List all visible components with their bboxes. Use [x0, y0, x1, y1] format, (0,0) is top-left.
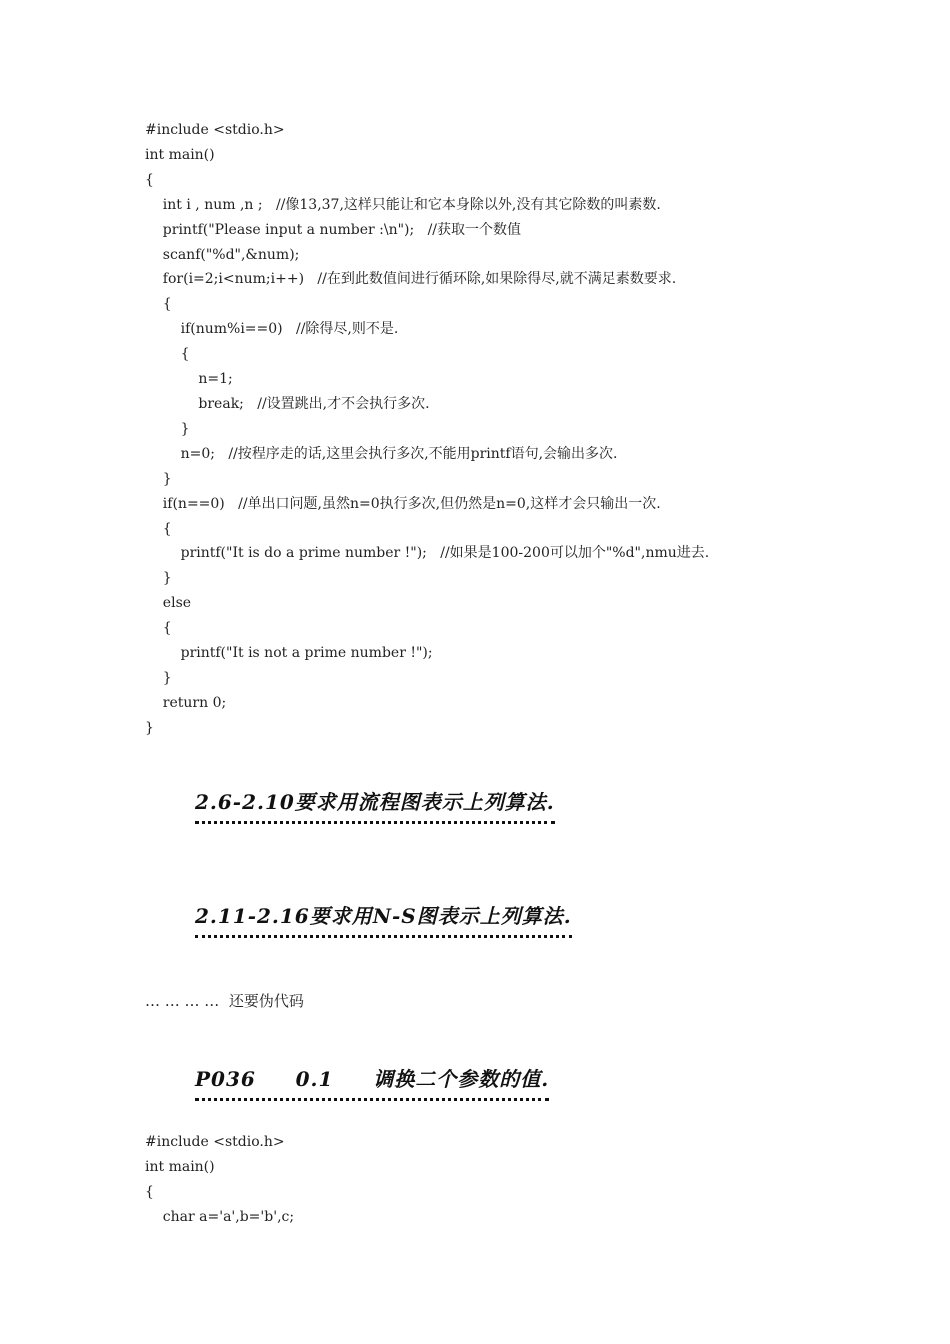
code-line: break; //设置跳出,才不会执行多次.	[145, 395, 430, 412]
code-line: for(i=2;i<num;i++) //在到此数值间进行循环除,如果除得尽,就不满足素数要求.	[145, 271, 677, 288]
code-line: {	[145, 1183, 154, 1200]
code-line: }	[145, 570, 172, 587]
code-line: }	[145, 420, 190, 437]
code-line: char a='a',b='b',c;	[145, 1208, 295, 1225]
code-line: #include <stdio.h>	[145, 1134, 285, 1150]
code-line: n=0; //按程序走的话,这里会执行多次,不能用printf语句,会输出多次.	[145, 445, 618, 462]
code-line: else	[145, 595, 192, 612]
heading-flowchart: 2.6-2.10要求用流程图表示上列算法.	[195, 786, 555, 824]
code-line: int i , num ,n ; //像13,37,这样只能让和它本身除以外,没有其它除数的叫素数.	[145, 196, 661, 213]
code-block-prime	[145, 118, 709, 741]
code-line: }	[145, 719, 154, 736]
code-block-swap	[145, 1130, 294, 1230]
code-line: {	[145, 171, 154, 188]
code-line: }	[145, 470, 172, 487]
code-line: {	[145, 346, 190, 363]
code-line: printf("It is do a prime number !"); //如果是100-200可以加个"%d",nmu进去.	[145, 545, 710, 562]
code-line: if(num%i==0) //除得尽,则不是.	[145, 321, 399, 338]
pseudocode-note: … … … … 还要伪代码	[145, 992, 304, 1010]
code-line: }	[145, 669, 172, 686]
code-line: printf("Please input a number :\n"); //获取一个数值	[145, 221, 522, 238]
code-line: #include <stdio.h>	[145, 122, 285, 138]
code-line: {	[145, 520, 172, 537]
code-line: printf("It is not a prime number !");	[145, 645, 433, 662]
code-line: if(n==0) //单出口问题,虽然n=0执行多次,但仍然是n=0,这样才会只输出一次.	[145, 495, 661, 512]
heading-swap-values: P036 0.1 调换二个参数的值.	[195, 1063, 549, 1101]
code-line: {	[145, 296, 172, 313]
code-line: n=1;	[145, 371, 233, 388]
heading-ns-diagram: 2.11-2.16要求用N-S图表示上列算法.	[195, 900, 572, 938]
code-line: scanf("%d",&num);	[145, 246, 300, 263]
code-line: int main()	[145, 146, 215, 163]
code-line: return 0;	[145, 694, 227, 711]
code-line: {	[145, 620, 172, 637]
code-line: int main()	[145, 1158, 215, 1175]
